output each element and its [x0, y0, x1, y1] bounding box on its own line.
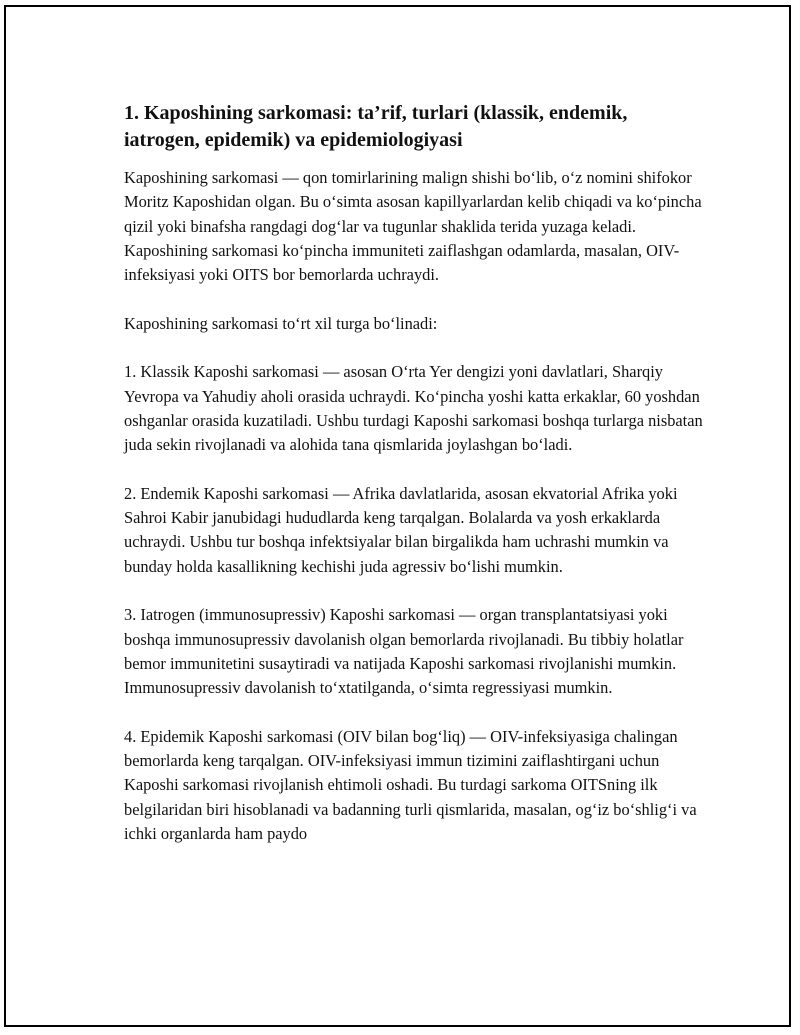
classic-type-paragraph: 1. Klassik Kaposhi sarkomasi — asosan O‘rta Yer dengizi yoni davlatlari, Sharqiy Yevropa va Yahudiy aholi orasida uchraydi. Ko‘pincha yoshi katta erkaklar, 60 yoshdan oshganlar orasida kuzatiladi. Ushbu turdagi Kaposhi sarkomasi boshqa turlarga nisbatan juda sekin rivojlanadi va alohida tana qismlarida joylashgan bo‘ladi. — [124, 362, 703, 455]
page-frame — [4, 5, 791, 1027]
document-body — [124, 100, 704, 871]
section-title: 1. Kaposhining sarkomasi: ta’rif, turlari (klassik, endemik, iatrogen, epidemik) va epidemiologiyasi — [124, 102, 628, 151]
iatrogenic-type-paragraph: 3. Iatrogen (immunosupressiv) Kaposhi sarkomasi — organ transplantatsiyasi yoki boshqa immunosupressiv davolanish olgan bemorlarda rivojlanadi. Bu tibbiy holatlar bemor immunitetini susaytiradi va natijada Kaposhi sarkomasi rivojlanishi mumkin. Immunosupressiv davolanish to‘xtatilganda, o‘simta regressiyasi mumkin. — [124, 605, 684, 698]
intro-paragraph: Kaposhining sarkomasi — qon tomirlarining malign shishi bo‘lib, o‘z nomini shifokor Moritz Kaposhidan olgan. Bu o‘simta asosan kapillyarlardan kelib chiqadi va ko‘pincha qizil yoki binafsha rangdagi dog‘lar va tugunlar shaklida terida yuzaga keladi. Kaposhining sarkomasi ko‘pincha immuniteti zaiflashgan odamlarda, masalan, OIV-infeksiyasi yoki OITS bor bemorlarda uchraydi. — [124, 168, 702, 285]
epidemic-type-paragraph: 4. Epidemik Kaposhi sarkomasi (OIV bilan bog‘liq) — OIV-infeksiyasiga chalingan bemorlarda keng tarqalgan. OIV-infeksiyasi immun tizimini zaiflashtirgani uchun Kaposhi sarkomasi rivojlanish ehtimoli oshadi. Bu turdagi sarkoma OITSning ilk belgilaridan biri hisoblanadi va badanning turli qismlarida, masalan, og‘iz bo‘shlig‘i va ichki organlarda ham paydo — [124, 726, 697, 844]
endemic-type-paragraph: 2. Endemik Kaposhi sarkomasi — Afrika davlatlarida, asosan ekvatorial Afrika yoki Sahroi Kabir janubidagi hududlarda keng tarqalgan. Bolalarda va yosh erkaklarda uchraydi. Ushbu tur boshqa infektsiyalar bilan birgalikda ham uchrashi mumkin va bunday holda kasallikning kechishi juda agressiv bo‘lishi mumkin. — [124, 483, 678, 576]
types-intro-paragraph: Kaposhining sarkomasi to‘rt xil turga bo‘linadi: — [124, 313, 438, 333]
